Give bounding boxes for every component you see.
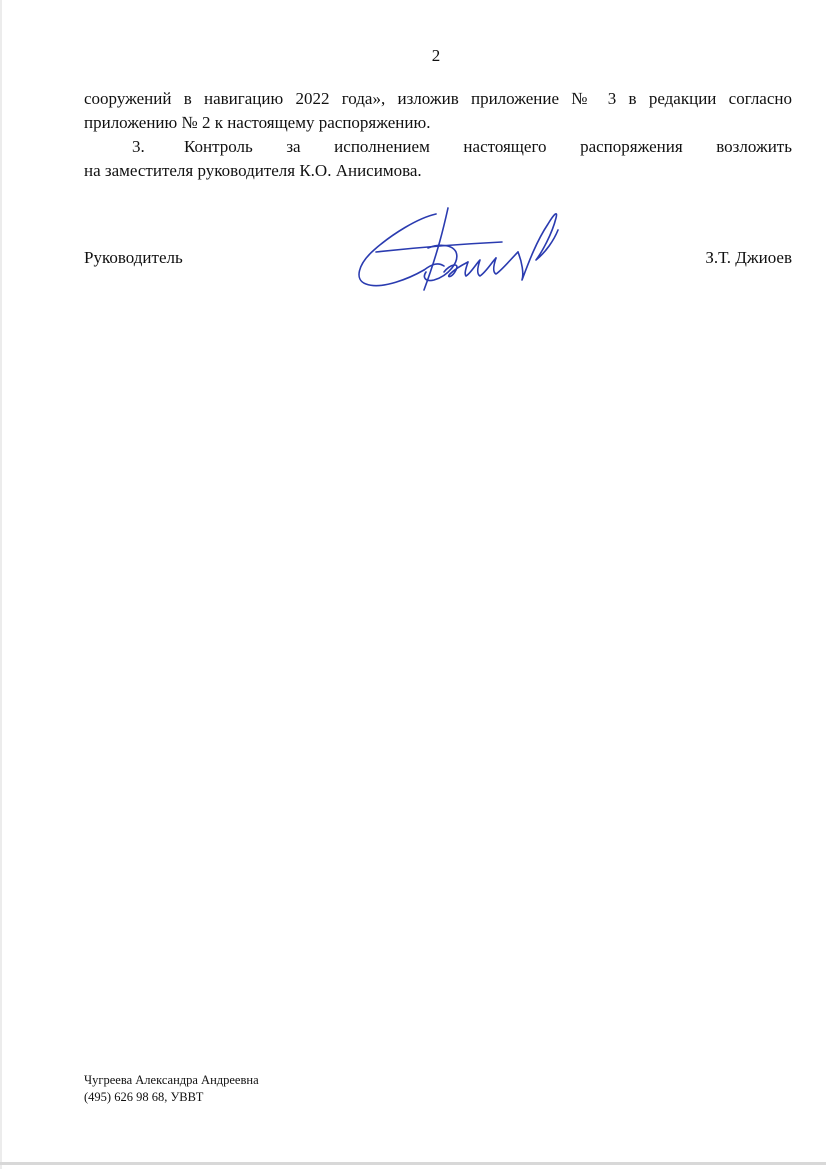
paragraph-2 <box>84 135 792 183</box>
page-number: 2 <box>431 46 441 65</box>
scan-left-edge <box>0 0 2 1169</box>
paragraph-2-line-2: на заместителя руководителя К.О. Анисимова. <box>84 161 422 180</box>
scan-bottom-edge <box>0 1162 826 1165</box>
item-number: 3. <box>132 137 145 156</box>
paragraph-1-line-2: приложению № 2 к настоящему распоряжению. <box>84 113 431 132</box>
executor-contact: (495) 626 98 68, УВВТ <box>84 1090 204 1104</box>
paragraph-1 <box>84 87 792 135</box>
paragraph-2-line-1 <box>84 135 792 159</box>
signatory-title: Руководитель <box>84 248 183 267</box>
paragraph-1-line-1: сооружений в навигацию 2022 года», изложив приложение № 3 в редакции согласно <box>84 89 792 108</box>
handwritten-signature <box>352 204 564 296</box>
executor-name: Чугреева Александра Андреевна <box>84 1073 259 1087</box>
executor-info <box>84 1072 259 1106</box>
paragraph-2-line-1-text: Контроль за исполнением настоящего распоряжения возложить <box>184 137 792 156</box>
signatory-name: З.Т. Джиоев <box>705 248 792 267</box>
